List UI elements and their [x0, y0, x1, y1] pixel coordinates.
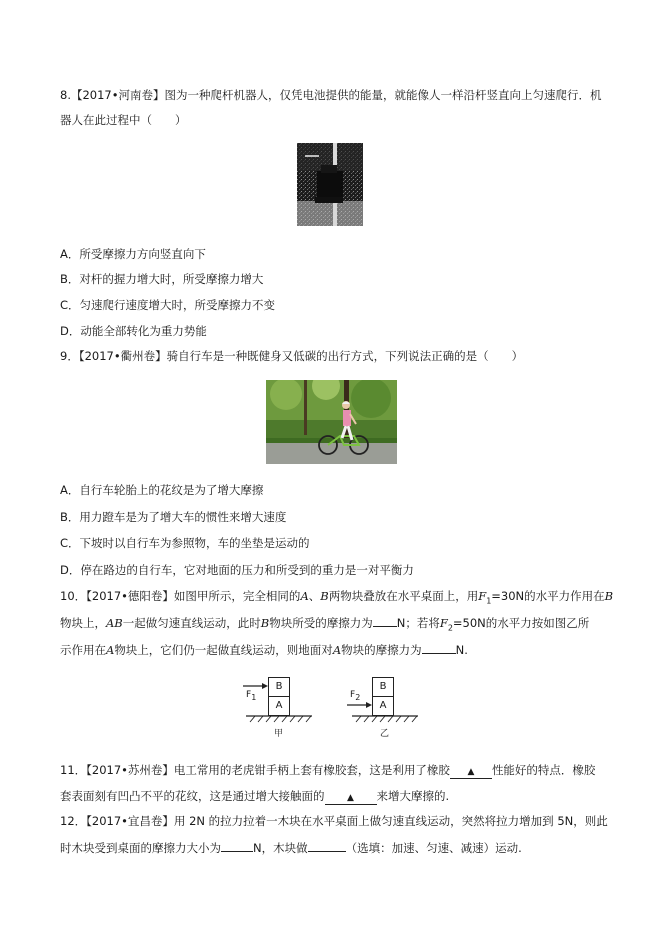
q10-blank-1[interactable] [373, 614, 397, 627]
q11-stem-line2: 套表面刻有凹凸不平的花纹，这是通过增大接触面的 ▲ 来增大摩擦的. [60, 789, 450, 803]
block-b-yi: B [372, 677, 394, 697]
cyclist-photo [266, 380, 397, 464]
climbing-robot-photo [297, 143, 363, 226]
q8-option-b: B．对杆的握力增大时，所受摩擦力增大 [60, 272, 264, 286]
q8-stem-line2: 器人在此过程中（ ） [60, 113, 187, 127]
ground-hatch-yi [352, 715, 418, 723]
caption-jia: 甲 [274, 729, 284, 739]
q12-blank-1[interactable] [221, 839, 253, 852]
q11-stem-line1: 11．【2017•苏州卷】电工常用的老虎钳手柄上套有橡胶套，这是利用了橡胶 ▲ 性能好的特点．橡胶 [60, 763, 596, 777]
q11-blank-2[interactable]: ▲ [325, 792, 377, 805]
q12-stem-line2: 时木块受到桌面的摩擦力大小为 N，木块做 （选填：加速、匀速、减速）运动. [60, 841, 522, 855]
force-label-f2: $F_2$ [350, 690, 361, 702]
q9-stem: 9．【2017•衢州卷】骑自行车是一种既健身又低碳的出行方式，下列说法正确的是（ ） [60, 349, 524, 363]
block-a-yi: A [372, 696, 394, 716]
q8-stem-line1: 8.【2017•河南卷】图为一种爬杆机器人，仅凭电池提供的能量，就能像人一样沿杆竖直向上匀速爬行．机 [60, 88, 602, 102]
force-label-f1: $F_1$ [246, 690, 257, 702]
q9-option-b: B．用力蹬车是为了增大车的惯性来增大速度 [60, 510, 287, 524]
block-a-jia: A [268, 696, 290, 716]
q8-option-c: C．匀速爬行速度增大时，所受摩擦力不变 [60, 298, 276, 312]
q9-option-c: C．下坡时以自行车为参照物，车的坐垫是运动的 [60, 536, 310, 550]
q10-stem-line3: 示作用在A物块上，它们仍一起做直线运动，则地面对A物块的摩擦力为 N. [60, 643, 468, 657]
q12-stem-line1: 12．【2017•宜昌卷】用 2N 的拉力拉着一木块在水平桌面上做匀速直线运动，突然将拉力增加到 5N，则此 [60, 814, 608, 828]
q10-blank-2[interactable] [422, 641, 456, 654]
q8-option-a: A．所受摩擦力方向竖直向下 [60, 247, 206, 261]
q12-blank-2[interactable] [308, 839, 346, 852]
block-b-jia: B [268, 677, 290, 697]
caption-yi: 乙 [380, 729, 390, 739]
q11-blank-1[interactable]: ▲ [450, 766, 492, 779]
q9-option-d: D．停在路边的自行车，它对地面的压力和所受到的重力是一对平衡力 [60, 563, 414, 577]
ground-hatch-jia [246, 715, 312, 723]
q8-option-d: D．动能全部转化为重力势能 [60, 324, 207, 338]
q9-option-a: A．自行车轮胎上的花纹是为了增大摩擦 [60, 483, 264, 497]
q10-stem-line1: 10．【2017•德阳卷】如图甲所示，完全相同的A、B两物块叠放在水平桌面上，用$F_1=30N$的水平力作用在B [60, 589, 614, 606]
q10-stem-line2: 物块上，AB一起做匀速直线运动，此时B物块所受的摩擦力为 N；若将$F_2=50N$的水平力按如图乙所 [60, 616, 590, 633]
